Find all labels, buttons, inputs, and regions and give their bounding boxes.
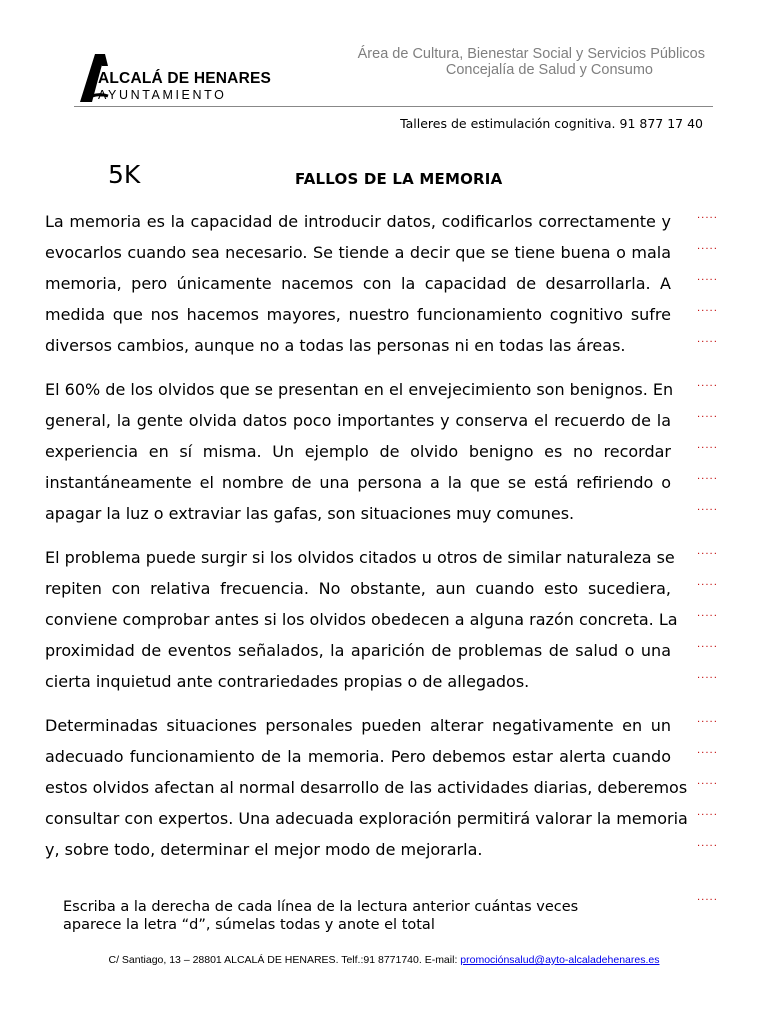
header-divider <box>74 106 713 107</box>
text-line: experiencia en sí misma. Un ejemplo de olvido benigno es no recordar <box>45 442 671 461</box>
answer-blank[interactable]: ..... <box>697 409 718 420</box>
text-line: Determinadas situaciones personales pueden alterar negativamente en un <box>45 716 671 735</box>
sheet-code: 5K <box>108 160 141 189</box>
paragraph <box>45 542 678 697</box>
answer-blank[interactable]: ..... <box>697 670 718 681</box>
instruction-line-2: aparece la letra “d”, súmelas todas y anote el total <box>63 917 435 933</box>
answer-blank[interactable]: ..... <box>697 378 718 389</box>
text-line: conviene comprobar antes si los olvidos obedecen a alguna razón concreta. La <box>45 610 678 629</box>
paragraph <box>45 710 688 865</box>
text-line: estos olvidos afectan al normal desarrollo de las actividades diarias, deberemos <box>45 778 688 797</box>
answer-blank[interactable]: ..... <box>697 714 718 725</box>
answer-blank[interactable]: ..... <box>697 639 718 650</box>
footer-address: C/ Santiago, 13 – 28801 ALCALÁ DE HENARES. Telf.:91 8771740. E-mail: <box>108 954 461 966</box>
text-line: proximidad de eventos señalados, la aparición de problemas de salud o una <box>45 641 671 660</box>
footer-email-link[interactable]: promociónsalud@ayto-alcaladehenares.es <box>460 954 660 966</box>
page-title: FALLOS DE LA MEMORIA <box>295 170 503 188</box>
text-line: y, sobre todo, determinar el mejor modo de mejorarla. <box>45 840 483 859</box>
answer-blank[interactable]: ..... <box>697 502 718 513</box>
answer-blank[interactable]: ..... <box>697 745 718 756</box>
instruction <box>63 898 643 934</box>
instruction-line-1: Escriba a la derecha de cada línea de la lectura anterior cuántas veces <box>63 899 579 915</box>
answer-blank[interactable]: ..... <box>697 838 718 849</box>
text-line: medida que nos hacemos mayores, nuestro funcionamiento cognitivo sufre <box>45 305 671 324</box>
answer-blank[interactable]: ..... <box>697 440 718 451</box>
city-logo <box>78 52 278 104</box>
answer-blank[interactable]: ..... <box>697 807 718 818</box>
text-line: apagar la luz o extraviar las gafas, son situaciones muy comunes. <box>45 504 575 523</box>
text-line: cierta inquietud ante contrariedades propias o de allegados. <box>45 672 530 691</box>
total-answer-blank[interactable]: ..... <box>697 892 718 903</box>
text-line: general, la gente olvida datos poco importantes y conserva el recuerdo de la <box>45 411 671 430</box>
text-line: memoria, pero únicamente nacemos con la capacidad de desarrollarla. A <box>45 274 671 293</box>
answer-blank[interactable]: ..... <box>697 241 718 252</box>
answer-blank[interactable]: ..... <box>697 546 718 557</box>
text-line: diversos cambios, aunque no a todas las personas ni en todas las áreas. <box>45 336 626 355</box>
text-line: repiten con relativa frecuencia. No obstante, aun cuando esto sucediera, <box>45 579 671 598</box>
answer-blank[interactable]: ..... <box>697 577 718 588</box>
answer-blank[interactable]: ..... <box>697 334 718 345</box>
logo-name: ALCALÁ DE HENARES <box>98 70 272 87</box>
answer-blank[interactable]: ..... <box>697 776 718 787</box>
department-line-1: Área de Cultura, Bienestar Social y Servicios Públicos <box>357 46 705 62</box>
logo-subtitle: AYUNTAMIENTO <box>98 88 227 102</box>
text-line: La memoria es la capacidad de introducir datos, codificarlos correctamente y <box>45 212 671 231</box>
text-line: instantáneamente el nombre de una persona a la que se está refiriendo o <box>45 473 671 492</box>
paragraph <box>45 206 671 361</box>
text-line: evocarlos cuando sea necesario. Se tiende a decir que se tiene buena o mala <box>45 243 671 262</box>
footer <box>0 954 768 966</box>
text-line: El problema puede surgir si los olvidos citados u otros de similar naturaleza se <box>45 548 675 567</box>
paragraph <box>45 374 674 529</box>
answer-blank[interactable]: ..... <box>697 303 718 314</box>
answer-blank[interactable]: ..... <box>697 608 718 619</box>
answer-blank[interactable]: ..... <box>697 471 718 482</box>
answer-blank[interactable]: ..... <box>697 272 718 283</box>
text-line: adecuado funcionamiento de la memoria. Pero debemos estar alerta cuando <box>45 747 671 766</box>
answer-blank[interactable]: ..... <box>697 210 718 221</box>
text-line: El 60% de los olvidos que se presentan en el envejecimiento son benignos. En <box>45 380 674 399</box>
department-heading <box>285 46 705 78</box>
text-line: consultar con expertos. Una adecuada exploración permitirá valorar la memoria <box>45 809 688 828</box>
workshop-contact: Talleres de estimulación cognitiva. 91 877 17 40 <box>400 116 703 131</box>
department-line-2: Concejalía de Salud y Consumo <box>445 62 653 78</box>
